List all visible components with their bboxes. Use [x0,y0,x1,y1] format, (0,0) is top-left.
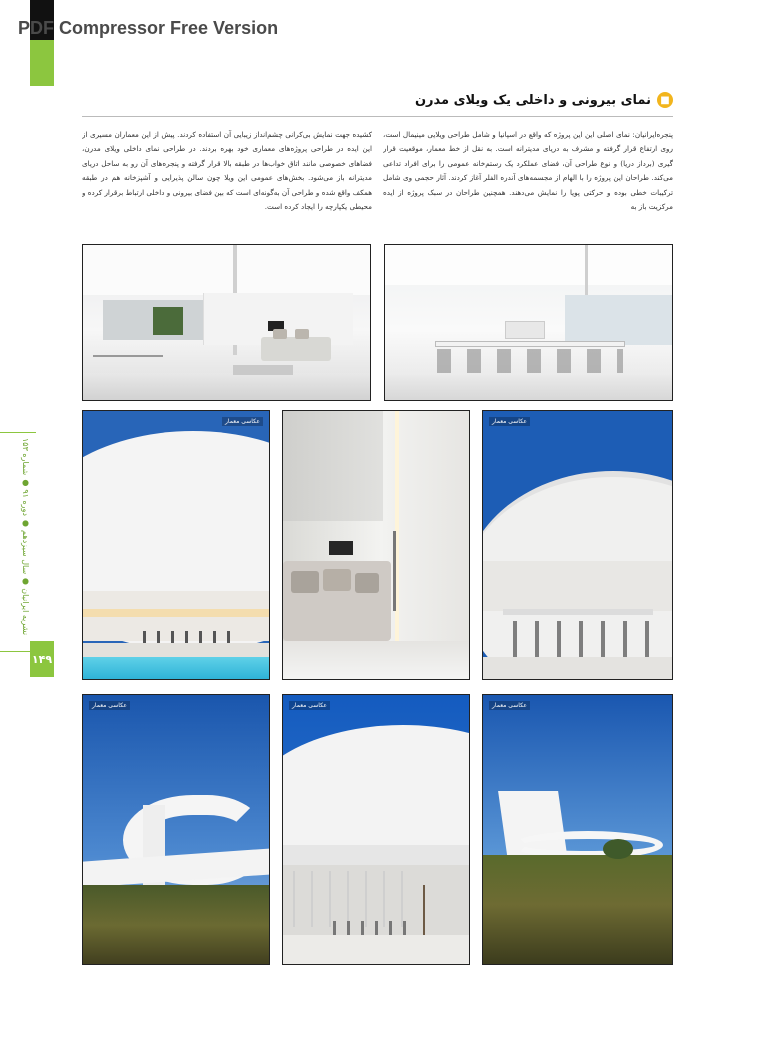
photo-dining-room [384,244,673,401]
section-tab-accent [30,40,54,116]
photo-credit-label: عکاسی معمار [222,417,263,426]
title-rule [82,116,673,117]
photo-exterior-facade [282,694,470,965]
article-column-left: کشیده جهت نمایش بی‌کرانی چشم‌انداز زیبایی آن استفاده کردند. پیش از این معماران مسیری از این ایده در طراحی پروژه‌های معماری خود بهره بردند. در طراحی نمای داخلی ویلای مدرن، فضاهای خصوصی مانند اتاق خواب‌ها در طبقه بالا قرار گرفته و پنجره‌های آن رو به ساحل دریای مدیترانه باز می‌شود. بخش‌های عمومی این ویلا چون سالن پذیرایی و آشپزخانه هم در طبقه همکف واقع شده و طراحی آن به‌گونه‌ای است که بین فضای بیرونی و داخلی ارتباط برقرار کرده و محیطی یکپارچه را ایجاد کرده است. [82,130,372,212]
section-tab-label: معماری لوکس [38,92,54,116]
photo-exterior-hillside [482,694,673,965]
section-bullet-icon: ■ [657,92,673,108]
photo-credit-label: عکاسی معمار [89,701,130,710]
watermark: PDF Compressor Free Version [18,18,279,38]
photo-credit-label: عکاسی معمار [289,701,330,710]
page-number: ۱۴۹ [30,641,54,677]
photo-living-room [82,244,371,401]
journal-info: نشریه ایرانیان ● سال سیزدهم ● دوره ۹۱ ● شماره ۱۵۳ [21,438,30,636]
article-title-row [415,92,673,108]
margin-rule [0,432,36,433]
photo-exterior-curve [82,694,270,965]
photo-interior-sofa [282,410,470,680]
photo-credit-label: عکاسی معمار [489,701,530,710]
photo-exterior-terrace [482,410,673,680]
photo-credit-label: عکاسی معمار [489,417,530,426]
article-column-right: پنجره‌ایرانیان: نمای اصلی این این پروژه که واقع در اسپانیا و شامل طراحی ویلایی مینیمال است، روی ارتفاع قرار گرفته و مشرف به دریای مدیترانه است. به نقل از خط معمار، موقعیت قرار گیری (برداز دریا) و نوع طراحی آن، فضای عملکرد یک رستم‌خانه عمومی را برای افراد تداعی می‌کند. طراحان این پروژه را با الهام از مجسمه‌های آندره الفلر آغاز کردند. آثار حجمی وی شامل ترکیبات خطی بوده و حرکتی پویا را نمایش می‌دهند. همچنین طراحان در سبک پروژه از ایده مرکزیت باز به [383,130,673,212]
article-title: نمای بیرونی و داخلی یک ویلای مدرن [414,92,651,108]
photo-exterior-pool [82,410,270,680]
